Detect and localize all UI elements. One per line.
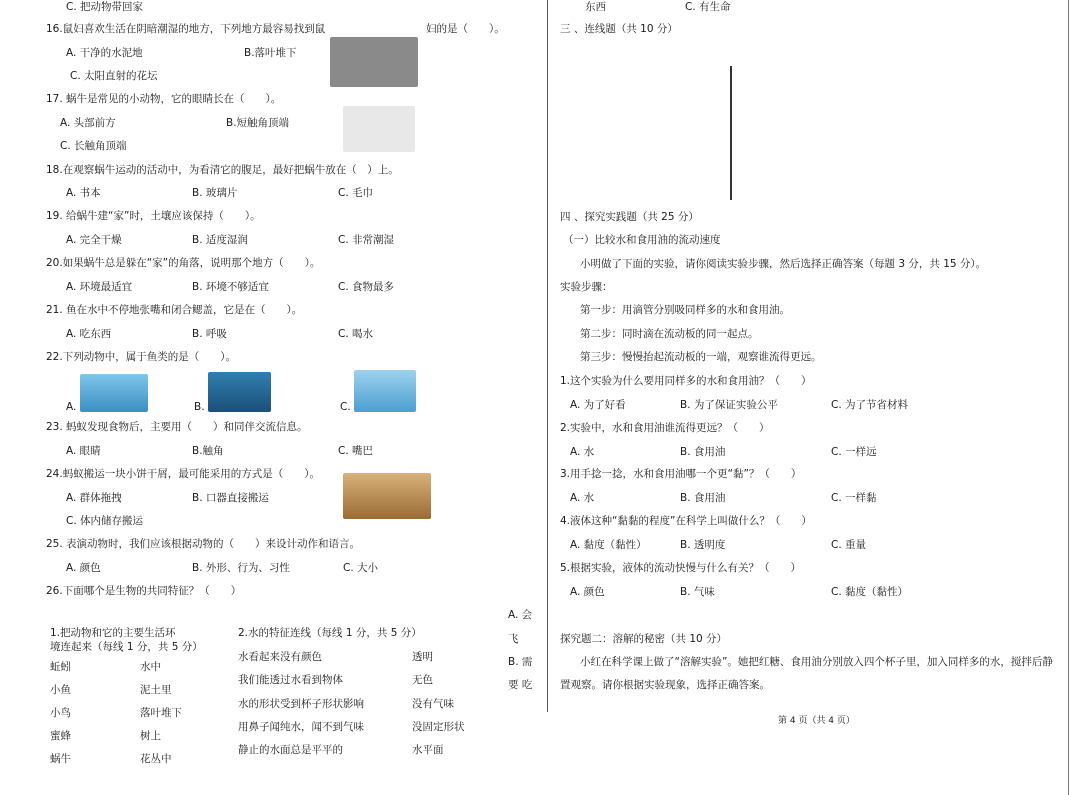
match1-animal: 蜗牛	[50, 753, 71, 765]
match1-animal: 小鸟	[50, 707, 71, 719]
q19-option-b: B. 适度湿润	[192, 234, 248, 246]
q21-stem: 21. 鱼在水中不停地张嘴和闭合鳃盖，它是在（ ）。	[46, 304, 303, 316]
match2-fact: 我们能透过水看到物体	[238, 674, 343, 686]
experiment-1-title: （一）比较水和食用油的流动速度	[563, 234, 721, 246]
pillbug-image	[330, 37, 418, 87]
exp-q3-option-a: A. 水	[570, 492, 595, 504]
octopus-image	[208, 372, 271, 412]
match1-place: 水中	[140, 661, 161, 673]
exp-q2-option-c: C. 一样远	[831, 446, 877, 458]
exp-q2-option-b: B. 食用油	[680, 446, 726, 458]
section-3-heading: 三 、连线题（共 10 分）	[560, 23, 678, 35]
match1-animal: 蜜蜂	[50, 730, 71, 742]
step: 第三步：慢慢抬起流动板的一端，观察谁流得更远。	[580, 351, 822, 363]
experiment-2-title: 探究题二：溶解的秘密（共 10 分）	[560, 633, 728, 645]
q24-option-c: C. 体内储存搬运	[66, 515, 144, 527]
match2-feature: 透明	[412, 651, 433, 663]
q22-option-b: B.	[194, 401, 205, 413]
q25-option-a: A. 颜色	[66, 562, 101, 574]
match1-place: 泥土里	[140, 684, 172, 696]
q16-option-c: C. 太阳直射的花坛	[70, 70, 158, 82]
exp-q5-stem: 5.根据实验，液体的流动快慢与什么有关？（ ）	[560, 562, 802, 574]
exp-q4-option-a: A. 黏度（黏性）	[570, 539, 647, 551]
q19-option-a: A. 完全干燥	[66, 234, 122, 246]
q19-stem: 19. 给蜗牛建“家”时，土壤应该保持（ ）。	[46, 210, 261, 222]
q20-option-c: C. 食物最多	[338, 281, 395, 293]
q18-option-c: C. 毛巾	[338, 187, 374, 199]
q25-option-b: B. 外形、行为、习性	[192, 562, 290, 574]
q23-option-b: B.触角	[192, 445, 224, 457]
exp-q2-option-a: A. 水	[570, 446, 595, 458]
q23-stem: 23. 蚂蚁发现食物后，主要用（ ）和同伴交流信息。	[46, 421, 308, 433]
match2-feature: 没固定形状	[412, 721, 465, 733]
match1-place: 树上	[140, 730, 161, 742]
exp-q3-option-c: C. 一样黏	[831, 492, 877, 504]
q17-stem: 17. 蜗牛是常见的小动物，它的眼睛长在（ ）。	[46, 93, 282, 105]
match-line	[730, 66, 732, 200]
q22-option-a: A.	[66, 401, 77, 413]
q16-stem-end: 妇的是（ ）。	[426, 23, 505, 35]
q24-stem: 24.蚂蚁搬运一块小饼干屑，最可能采用的方式是（ ）。	[46, 468, 320, 480]
q21-option-a: A. 吃东西	[66, 328, 112, 340]
q24-option-b: B. 口器直接搬运	[192, 492, 269, 504]
q23-option-a: A. 眼睛	[66, 445, 101, 457]
section-4-heading: 四 、探究实践题（共 25 分）	[560, 211, 699, 223]
q18-option-b: B. 玻璃片	[192, 187, 238, 199]
q26-option-a-cont: 飞	[508, 633, 519, 645]
q20-stem: 20.如果蜗牛总是躲在“家”的角落，说明那个地方（ ）。	[46, 257, 321, 269]
q26-option-b-cont: 要 吃	[508, 679, 533, 691]
q24-option-a: A. 群体拖拽	[66, 492, 122, 504]
page-number: 第 4 页（共 4 页）	[778, 716, 855, 726]
exp-q1-option-b: B. 为了保证实验公平	[680, 399, 778, 411]
q25-option-c: C. 大小	[343, 562, 379, 574]
q18-option-a: A. 书本	[66, 187, 101, 199]
ants-image	[343, 473, 431, 519]
exp-q4-option-b: B. 透明度	[680, 539, 726, 551]
match2-feature: 水平面	[412, 744, 444, 756]
match2-fact: 用鼻子闻纯水，闻不到气味	[238, 721, 364, 733]
exp-q1-option-a: A. 为了好看	[570, 399, 626, 411]
exp-q3-stem: 3.用手捻一捻，水和食用油哪一个更“黏”？（ ）	[560, 468, 802, 480]
q21-option-c: C. 喝水	[338, 328, 374, 340]
exp-q2-stem: 2.实验中，水和食用油谁流得更远？（ ）	[560, 422, 770, 434]
exp-q4-stem: 4.液体这种“黏黏的程度”在科学上叫做什么？（ ）	[560, 515, 812, 527]
q20-option-b: B. 环境不够适宜	[192, 281, 269, 293]
page-edge	[1068, 0, 1069, 795]
q23-option-c: C. 嘴巴	[338, 445, 374, 457]
q20-option-a: A. 环境最适宜	[66, 281, 133, 293]
q16-option-b: B.落叶堆下	[244, 47, 297, 59]
snail-image	[343, 106, 415, 152]
match1-title-cont: 境连起来（每线 1 分，共 5 分）	[50, 641, 203, 653]
exp-q1-option-c: C. 为了节省材料	[831, 399, 909, 411]
match2-feature: 没有气味	[412, 698, 454, 710]
q17-option-a: A. 头部前方	[60, 117, 116, 129]
q16-option-a: A. 干净的水泥地	[66, 47, 143, 59]
q25-stem: 25. 表演动物时，我们应该根据动物的（ ）来设计动作和语言。	[46, 538, 361, 550]
match2-fact: 水看起来没有颜色	[238, 651, 322, 663]
match2-title: 2.水的特征连线（每线 1 分，共 5 分）	[238, 627, 422, 639]
column-divider	[547, 0, 548, 712]
exp-q5-option-a: A. 颜色	[570, 586, 605, 598]
q16-stem: 16.鼠妇喜欢生活在阴暗潮湿的地方，下列地方最容易找到鼠	[46, 23, 326, 35]
q18-stem: 18.在观察蜗牛运动的活动中，为看清它的腹足，最好把蜗牛放在（ ）上。	[46, 164, 399, 176]
match1-animal: 蚯蚓	[50, 661, 71, 673]
q26-option-a: A. 会	[508, 609, 533, 621]
match1-place: 花丛中	[140, 753, 172, 765]
prev-option-c: C. 有生命	[685, 1, 731, 13]
q15-option-c: C. 把动物带回家	[66, 1, 144, 13]
exp-q3-option-b: B. 食用油	[680, 492, 726, 504]
match1-animal: 小鱼	[50, 684, 71, 696]
q19-option-c: C. 非常潮湿	[338, 234, 395, 246]
shark-image	[354, 370, 416, 412]
exp-q4-option-c: C. 重量	[831, 539, 867, 551]
experiment-2-text: 小红在科学课上做了“溶解实验”。她把红糖、食用油分别放入四个杯子里，加入同样多的水，搅拌后静	[580, 656, 1053, 668]
whale-image	[80, 374, 148, 412]
q26-stem: 26.下面哪个是生物的共同特征？（ ）	[46, 585, 242, 597]
q26-option-b: B. 需	[508, 656, 533, 668]
exp-q5-option-c: C. 黏度（黏性）	[831, 586, 909, 598]
match2-feature: 无色	[412, 674, 433, 686]
experiment-1-intro: 小明做了下面的实验，请你阅读实验步骤，然后选择正确答案（每题 3 分，共 15 分）。	[580, 258, 987, 270]
step: 第一步：用滴管分别吸同样多的水和食用油。	[580, 304, 790, 316]
match1-title: 1.把动物和它的主要生活环	[50, 627, 176, 639]
match2-fact: 静止的水面总是平平的	[238, 744, 343, 756]
q22-option-c: C.	[340, 401, 351, 413]
match2-fact: 水的形状受到杯子形状影响	[238, 698, 364, 710]
q21-option-b: B. 呼吸	[192, 328, 227, 340]
steps-label: 实验步骤：	[560, 281, 613, 293]
q17-option-b: B.短触角顶端	[226, 117, 290, 129]
match1-place: 落叶堆下	[140, 707, 182, 719]
exp-q5-option-b: B. 气味	[680, 586, 715, 598]
q22-stem: 22.下列动物中，属于鱼类的是（ ）。	[46, 351, 236, 363]
experiment-2-text-cont: 置观察。请你根据实验现象，选择正确答案。	[560, 679, 770, 691]
q17-option-c: C. 长触角顶端	[60, 140, 127, 152]
exp-q1-stem: 1.这个实验为什么要用同样多的水和食用油？（ ）	[560, 375, 812, 387]
prev-question-tail: 东西	[585, 1, 606, 13]
step: 第二步：同时滴在流动板的同一起点。	[580, 328, 759, 340]
